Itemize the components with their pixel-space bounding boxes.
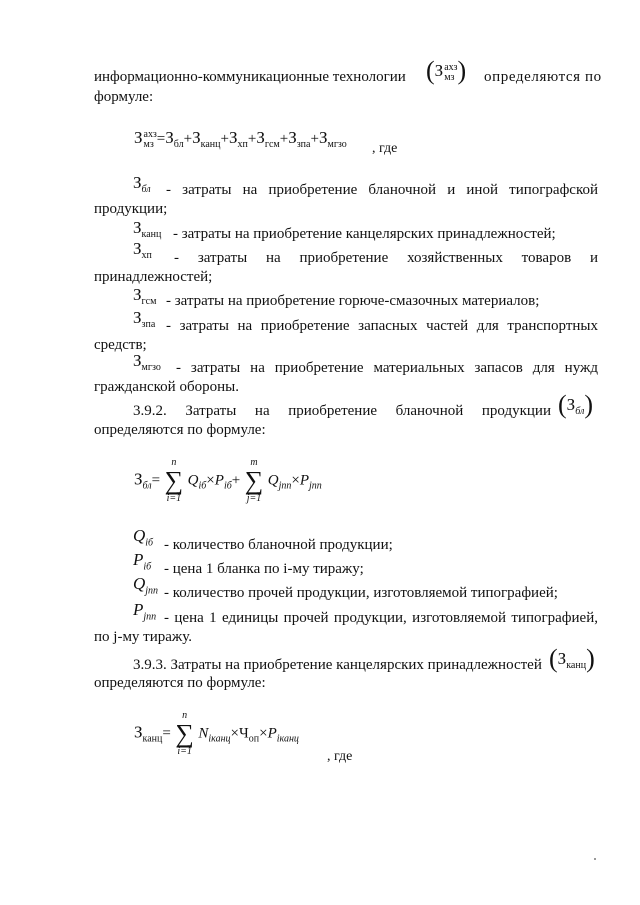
intro-line-2 — [94, 88, 153, 106]
section-393-line2: определяются по формуле: — [94, 675, 266, 691]
def-symbol-kanc: $З_{канц}$ — [133, 218, 162, 240]
intro-line-right — [484, 68, 602, 86]
def2-symbol-q-jpp: $Q_{jпп}$ — [133, 574, 159, 597]
def-symbol-mgzo: $З_{мгзо}$ — [133, 351, 161, 373]
def-zpa-line2: средств; — [94, 337, 147, 353]
intro-text-right: определяются по — [484, 69, 602, 85]
def-symbol-bl: $З_{бл}$ — [133, 173, 151, 195]
def-bl-line2: продукции; — [94, 201, 168, 217]
formula-1-where: , где — [372, 141, 398, 156]
def2-symbol-p-jpp: $P_{jпп}$ — [133, 600, 157, 623]
intro-line-left — [94, 68, 406, 86]
formula-3: $З_{канц}=$ n ∑ i=1 $N_{iканц}\times Ч_{оп}\times P_{iканц}$ — [134, 710, 299, 757]
section-392-line1: 3.9.2. Затраты на приобретение бланочной продукции — [133, 403, 551, 419]
def-mgzo-line1: - затраты на приобретение материальных запасов для нужд — [176, 360, 598, 376]
section-393-line1: 3.9.3. Затраты на приобретение канцелярских принадлежностей — [133, 657, 542, 673]
def-hp-line2: принадлежностей; — [94, 269, 213, 285]
def-gsm-line1: - затраты на приобретение горюче-смазочных материалов; — [166, 293, 540, 309]
def-mgzo-line2: гражданской обороны. — [94, 379, 239, 395]
def-symbol-gsm: $З_{гсм}$ — [133, 285, 157, 307]
intro-text-2: формуле: — [94, 89, 154, 105]
def2-symbol-q-ib: $Q_{iб}$ — [133, 526, 154, 549]
sum-sigma-1: n ∑ i=1 — [164, 457, 184, 504]
section-393-symbol: $(З_{канц})$ — [549, 644, 595, 673]
def-symbol-hp: $З_{хп}$ — [133, 239, 152, 261]
def-symbol-zpa: $З_{зпа}$ — [133, 308, 156, 330]
def-hp-line1: - затраты на приобретение хозяйственных товаров и — [174, 250, 598, 266]
section-392-line2: определяются по формуле: — [94, 422, 266, 438]
formula-3-where: , где — [327, 749, 353, 764]
intro-symbol: (З ахз мз ) — [426, 56, 467, 85]
def2-q-jpp-line1: - количество прочей продукции, изготовляемой типографией; — [164, 585, 558, 601]
formula-2: $З_{бл}=$ n ∑ i=1 $Q_{iб}\times P_{iб}+$ m ∑ j=1 $Q_{jпп}\times P_{jпп}$ — [134, 457, 322, 504]
sum-sigma-3: n ∑ i=1 — [175, 710, 194, 757]
def2-symbol-p-ib: $P_{iб}$ — [133, 550, 152, 573]
formula-1: З ахз мз $=З_{бл}+З_{канц}+З_{хп}+З_{гсм}+З_{зпа}+З_{мгзо}$ — [134, 128, 347, 150]
def-zpa-line1: - затраты на приобретение запасных частей для транспортных — [166, 318, 598, 334]
sum-sigma-2: m ∑ j=1 — [244, 457, 264, 504]
def2-q-ib-line1: - количество бланочной продукции; — [164, 537, 393, 553]
def-kanc-line1: - затраты на приобретение канцелярских принадлежностей; — [173, 226, 556, 242]
def2-p-jpp-line1: - цена 1 единицы прочей продукции, изготовляемой типографией, — [164, 610, 598, 626]
scan-dot — [594, 858, 596, 860]
def-bl-line1: - затраты на приобретение бланочной и иной типографской — [166, 182, 598, 198]
intro-text: информационно-коммуникационные технологии — [94, 69, 406, 85]
section-392-symbol: $(З_{бл})$ — [558, 390, 594, 419]
def2-p-ib-line1: - цена 1 бланка по i-му тиражу; — [164, 561, 364, 577]
def2-p-jpp-line2: по j-му тиражу. — [94, 629, 193, 645]
